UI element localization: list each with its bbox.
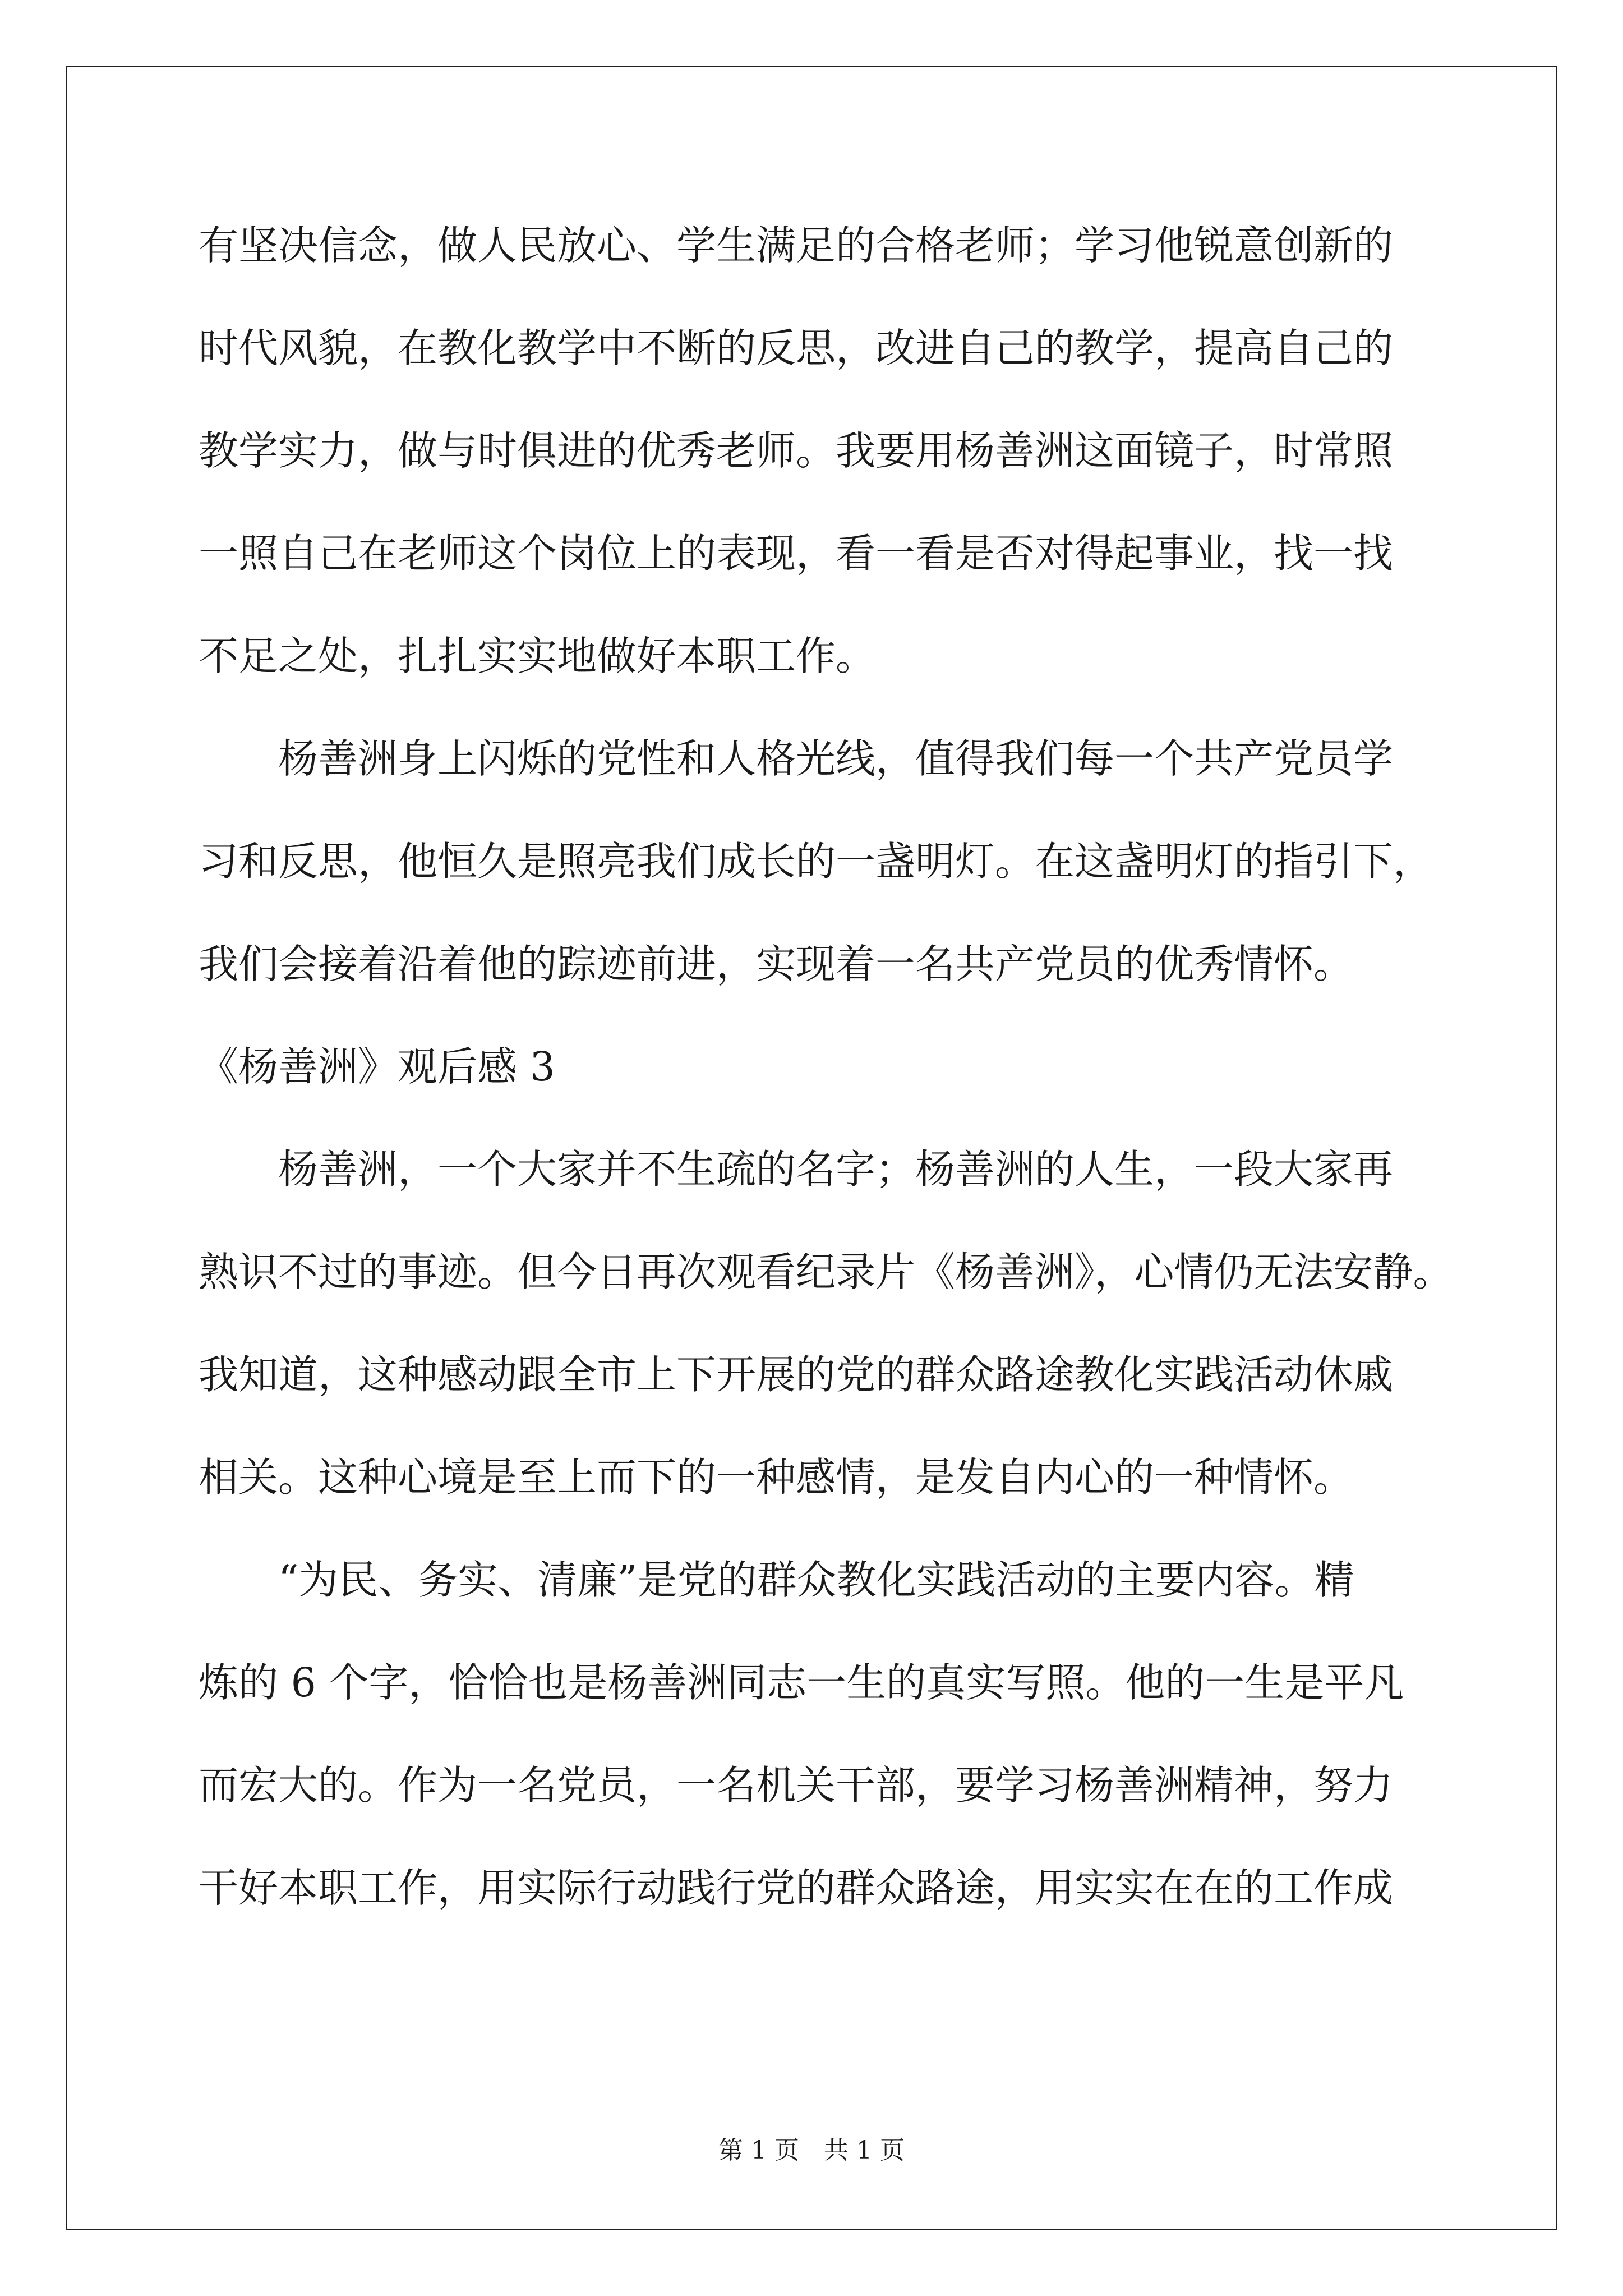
text-line: 而宏大的。作为一名党员，一名机关干部，要学习杨善洲精神，努力: [199, 1762, 1394, 1809]
text-line: 相关。这种心境是至上而下的一种感情，是发自内心的一种情怀。: [199, 1454, 1354, 1501]
text-line: 干好本职工作，用实际行动践行党的群众路途，用实实在在的工作成: [199, 1865, 1394, 1911]
text-line: 不足之处，扎扎实实地做好本职工作。: [199, 633, 876, 679]
text-line: 我知道，这种感动跟全市上下开展的党的群众路途教化实践活动休戚: [199, 1351, 1394, 1398]
text-line: 习和反思，他恒久是照亮我们成长的一盏明灯。在这盏明灯的指引下，: [199, 838, 1433, 885]
text-line: 杨善洲身上闪烁的党性和人格光线，值得我们每一个共产党员学: [199, 735, 1394, 782]
text-line: 教学实力，做与时俱进的优秀老师。我要用杨善洲这面镜子，时常照: [199, 427, 1394, 474]
text-line: 我们会接着沿着他的踪迹前进，实现着一名共产党员的优秀情怀。: [199, 941, 1354, 987]
text-line: 炼的 6 个字，恰恰也是杨善洲同志一生的真实写照。他的一生是平凡: [199, 1659, 1404, 1706]
text-line: 有坚决信念，做人民放心、学生满足的合格老师；学习他锐意创新的: [199, 222, 1394, 269]
section-heading: 《杨善洲》观后感 3: [199, 1043, 555, 1090]
text-line: 一照自己在老师这个岗位上的表现，看一看是否对得起事业，找一找: [199, 530, 1394, 577]
document-body: [199, 212, 1460, 1957]
page-number-footer: 第 1 页 共 1 页: [718, 2136, 905, 2165]
text-line: “为民、务实、清廉”是党的群众教化实践活动的主要内容。精: [199, 1557, 1354, 1603]
text-line: 熟识不过的事迹。但今日再次观看纪录片《杨善洲》，心情仍无法安静。: [199, 1249, 1453, 1295]
text-line: 时代风貌，在教化教学中不断的反思，改进自己的教学，提高自己的: [199, 325, 1394, 371]
text-line: 杨善洲，一个大家并不生疏的名字；杨善洲的人生，一段大家再: [199, 1146, 1394, 1193]
